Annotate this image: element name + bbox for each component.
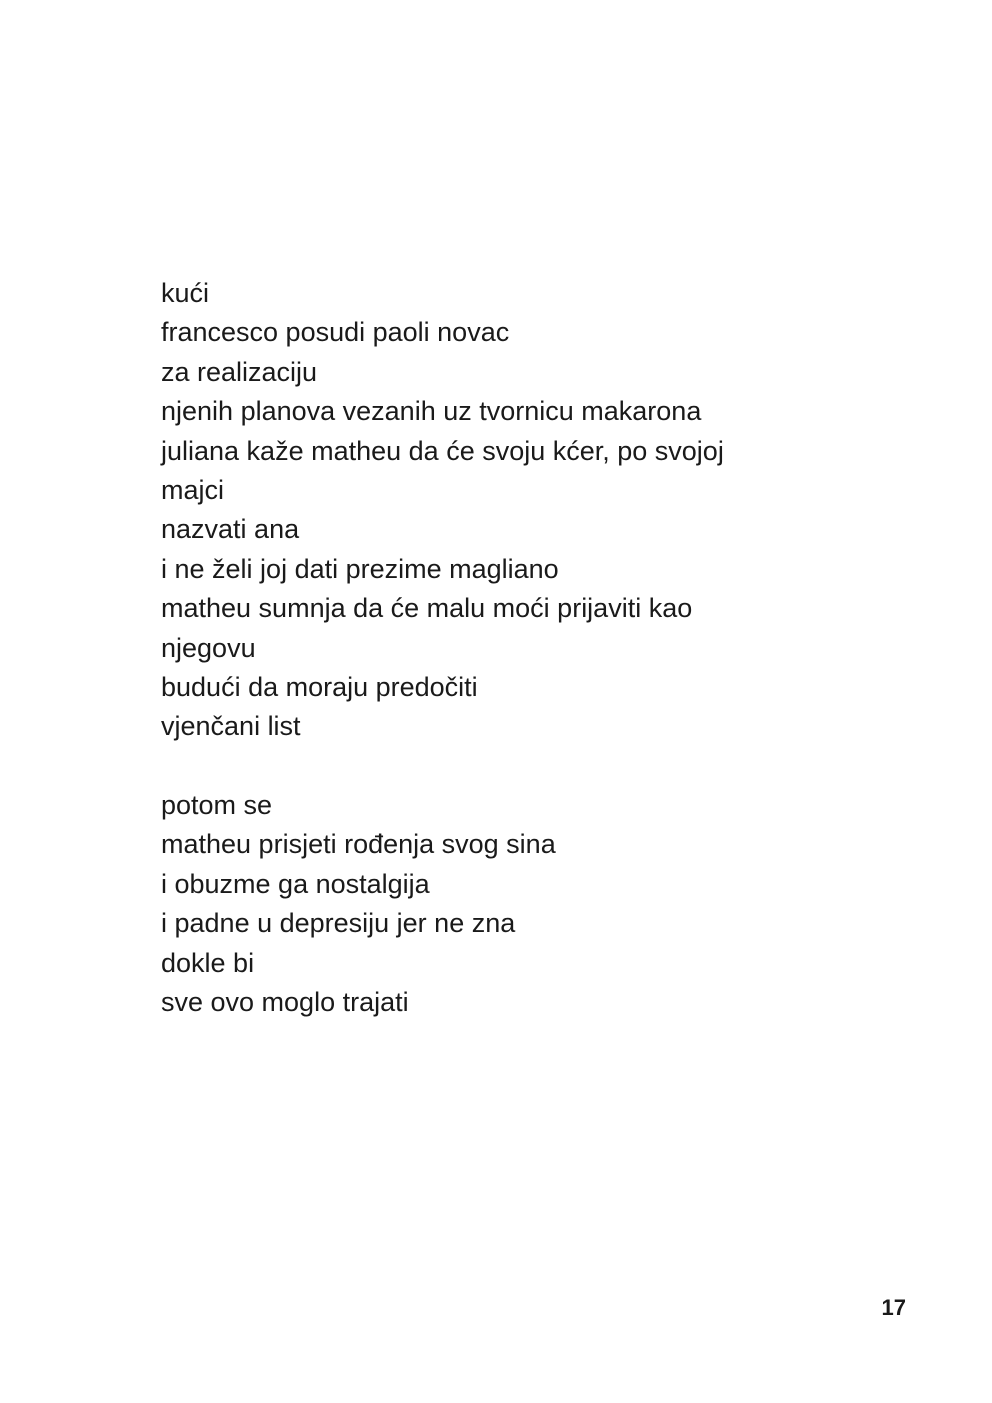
poem-line: vjenčani list	[161, 711, 301, 742]
stanza-1	[161, 274, 861, 747]
poem-line: nazvati ana	[161, 514, 300, 545]
poem-line: i obuzme ga nostalgija	[161, 868, 430, 899]
poem-line: kući	[161, 278, 210, 308]
poem-line: i ne želi joj dati prezime magliano	[161, 553, 559, 584]
poem-line: sve ovo moglo trajati	[161, 987, 409, 1018]
poem-line: budući da moraju predočiti	[161, 671, 478, 702]
poem-line: matheu sumnja da će malu moći prijaviti kao	[161, 593, 693, 624]
poem-line: potom se	[161, 790, 273, 821]
stanza-2	[161, 786, 861, 1022]
page-number: 17	[881, 1295, 906, 1320]
poem-line: za realizaciju	[161, 356, 318, 387]
poem-line: dokle bi	[161, 947, 255, 978]
poem-line: matheu prisjeti rođenja svog sina	[161, 829, 556, 860]
poem-line: juliana kaže matheu da će svoju kćer, po svojoj	[161, 435, 724, 466]
poem-line: njegovu	[161, 632, 256, 663]
poem-text	[161, 274, 861, 1022]
poem-line: njenih planova vezanih uz tvornicu makarona	[161, 396, 702, 427]
poem-line: francesco posudi paoli novac	[161, 317, 510, 348]
poem-line: majci	[161, 474, 225, 505]
poem-line: i padne u depresiju jer ne zna	[161, 908, 516, 939]
